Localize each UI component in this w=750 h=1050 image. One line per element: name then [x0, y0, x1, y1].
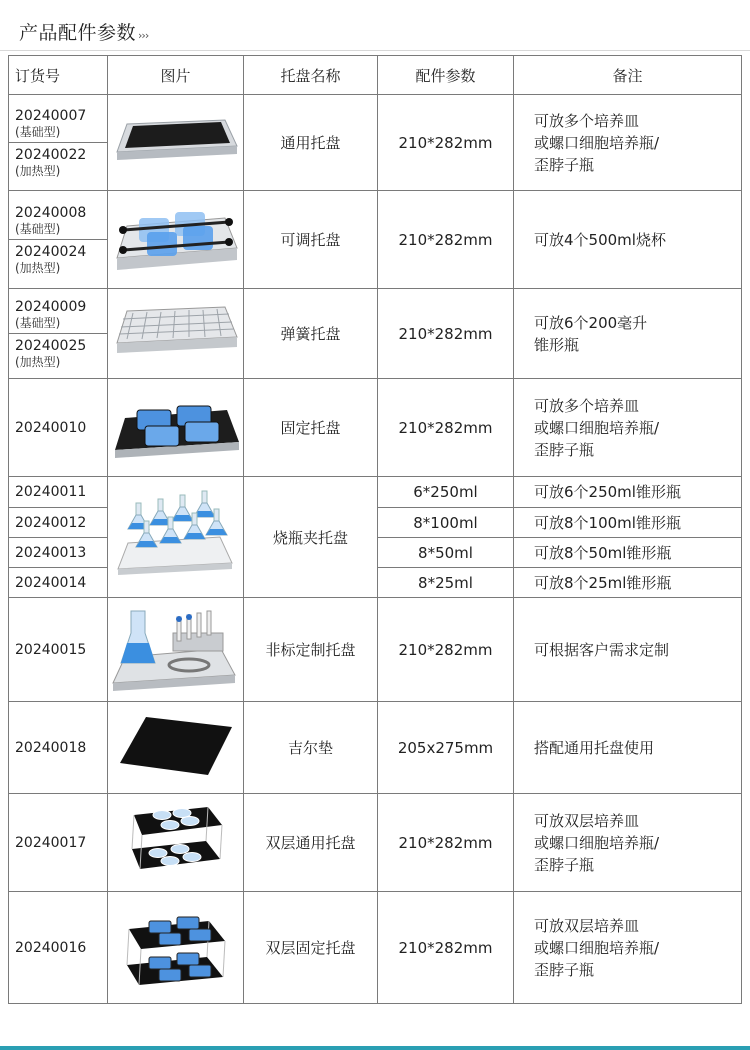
spec-table	[8, 55, 742, 1004]
spec-value: 210*282mm	[378, 191, 514, 289]
page-title	[19, 18, 148, 45]
order-code-cell	[9, 191, 108, 289]
chevron-right-icon: ›››	[138, 29, 149, 42]
note-line: 搭配通用托盘使用	[534, 738, 655, 757]
order-code-block	[15, 939, 107, 957]
order-code: 20240008	[15, 205, 87, 221]
table-row	[9, 95, 742, 191]
spec-value: 210*282mm	[378, 598, 514, 702]
table-row	[9, 379, 742, 477]
product-image-cell	[108, 289, 244, 379]
spec-value: 8*100ml	[378, 508, 514, 538]
tray-name: 弹簧托盘	[244, 289, 378, 379]
model-type: (基础型)	[15, 316, 61, 330]
order-code-cell	[9, 702, 108, 794]
order-code-cell	[9, 379, 108, 477]
note-cell	[514, 289, 742, 379]
order-code-block	[9, 239, 107, 275]
custom-tray-icon	[111, 678, 241, 697]
tray-name: 吉尔垫	[244, 702, 378, 794]
model-type: (基础型)	[15, 222, 61, 236]
order-code-cell	[9, 477, 108, 508]
order-code-cell	[9, 538, 108, 568]
product-image-cell	[108, 95, 244, 191]
order-code-cell	[9, 568, 108, 598]
tray-name: 可调托盘	[244, 191, 378, 289]
product-image-cell	[108, 598, 244, 702]
table-row	[9, 794, 742, 892]
table-row	[9, 289, 742, 379]
note-text: 可放8个50ml锥形瓶	[514, 538, 742, 568]
note-cell	[514, 892, 742, 1004]
tray-name: 通用托盘	[244, 95, 378, 191]
spec-value: 210*282mm	[378, 794, 514, 892]
note-cell	[514, 95, 742, 191]
title-divider	[0, 50, 750, 51]
flask-clamp-tray-icon	[116, 568, 236, 587]
spec-value: 6*250ml	[378, 477, 514, 508]
product-image-cell	[108, 379, 244, 477]
product-image-cell	[108, 794, 244, 892]
order-code: 20240017	[15, 834, 87, 851]
product-image-cell	[108, 892, 244, 1004]
spec-value: 8*50ml	[378, 538, 514, 568]
bottom-accent-line	[0, 1046, 750, 1050]
note-cell	[514, 379, 742, 477]
note-line: 可根据客户需求定制	[534, 640, 670, 659]
note-line: 可放多个培养皿	[534, 396, 640, 415]
order-code: 20240012	[15, 514, 87, 531]
order-code-block	[15, 739, 107, 757]
note-line: 可放4个500ml烧杯	[534, 230, 666, 249]
order-code-cell	[9, 289, 108, 379]
note-line: 歪脖子瓶	[534, 155, 595, 174]
tray-name: 双层通用托盘	[244, 794, 378, 892]
order-code-block	[9, 333, 107, 369]
order-code-block	[15, 204, 107, 239]
model-type: (加热型)	[15, 261, 61, 275]
spec-value: 210*282mm	[378, 95, 514, 191]
order-code-cell	[9, 598, 108, 702]
order-code: 20240024	[15, 244, 87, 260]
note-line: 或螺口细胞培养瓶/	[534, 833, 660, 852]
note-line: 可放6个200毫升	[534, 313, 648, 332]
note-line: 可放多个培养皿	[534, 111, 640, 130]
order-code: 20240025	[15, 338, 87, 354]
note-line: 或螺口细胞培养瓶/	[534, 133, 660, 152]
product-image-cell	[108, 191, 244, 289]
header-note: 备注	[514, 56, 742, 95]
double-fixed-tray-icon	[119, 974, 233, 993]
spec-value: 210*282mm	[378, 379, 514, 477]
order-code-block	[15, 834, 107, 852]
order-code: 20240013	[15, 544, 87, 561]
note-line: 可放双层培养皿	[534, 916, 640, 935]
note-cell	[514, 191, 742, 289]
order-code-cell	[9, 794, 108, 892]
table-row	[9, 702, 742, 794]
order-code: 20240011	[15, 484, 87, 500]
fixed-tray-icon	[111, 447, 241, 466]
order-code: 20240014	[15, 574, 87, 591]
spec-value: 205x275mm	[378, 702, 514, 794]
double-layer-tray-icon	[124, 866, 228, 885]
order-code-cell	[9, 508, 108, 538]
header-code: 订货号	[9, 56, 108, 95]
tray-name: 烧瓶夹托盘	[244, 477, 378, 598]
title-text: 产品配件参数	[19, 22, 137, 44]
tray-name: 固定托盘	[244, 379, 378, 477]
order-code-block	[9, 142, 107, 178]
table-row	[9, 477, 742, 508]
order-code: 20240009	[15, 299, 87, 315]
order-code-cell	[9, 95, 108, 191]
table-row	[9, 892, 742, 1004]
note-cell	[514, 598, 742, 702]
note-text: 可放8个25ml锥形瓶	[514, 568, 742, 598]
note-cell	[514, 702, 742, 794]
header-image: 图片	[108, 56, 244, 95]
table-row	[9, 191, 742, 289]
header-spec: 配件参数	[378, 56, 514, 95]
spec-value: 210*282mm	[378, 289, 514, 379]
order-code: 20240010	[15, 419, 87, 436]
sticky-mat-icon	[116, 764, 236, 783]
spring-tray-icon	[111, 352, 241, 371]
order-code-cell	[9, 892, 108, 1004]
adjustable-tray-icon	[109, 265, 243, 284]
note-text: 可放6个250ml锥形瓶	[514, 477, 742, 508]
table-header-row	[9, 56, 742, 95]
note-line: 或螺口细胞培养瓶/	[534, 938, 660, 957]
note-text: 可放8个100ml锥形瓶	[514, 508, 742, 538]
flat-black-tray-icon	[111, 157, 241, 176]
tray-name: 双层固定托盘	[244, 892, 378, 1004]
spec-value: 210*282mm	[378, 892, 514, 1004]
note-line: 可放双层培养皿	[534, 811, 640, 830]
table-row	[9, 598, 742, 702]
order-code-block	[15, 107, 107, 142]
note-line: 锥形瓶	[534, 335, 580, 354]
model-type: (加热型)	[15, 164, 61, 178]
order-code-block	[15, 298, 107, 333]
product-image-cell	[108, 477, 244, 598]
order-code: 20240007	[15, 108, 87, 124]
model-type: (加热型)	[15, 355, 61, 369]
note-line: 歪脖子瓶	[534, 960, 595, 979]
note-line: 歪脖子瓶	[534, 855, 595, 874]
order-code: 20240016	[15, 939, 87, 956]
model-type: (基础型)	[15, 125, 61, 139]
header-name: 托盘名称	[244, 56, 378, 95]
note-cell	[514, 794, 742, 892]
order-code-block	[15, 419, 107, 437]
note-line: 或螺口细胞培养瓶/	[534, 418, 660, 437]
tray-name: 非标定制托盘	[244, 598, 378, 702]
order-code: 20240018	[15, 739, 87, 756]
note-line: 歪脖子瓶	[534, 440, 595, 459]
order-code-block	[15, 641, 107, 659]
order-code: 20240022	[15, 147, 87, 163]
order-code: 20240015	[15, 641, 87, 658]
product-image-cell	[108, 702, 244, 794]
spec-value: 8*25ml	[378, 568, 514, 598]
